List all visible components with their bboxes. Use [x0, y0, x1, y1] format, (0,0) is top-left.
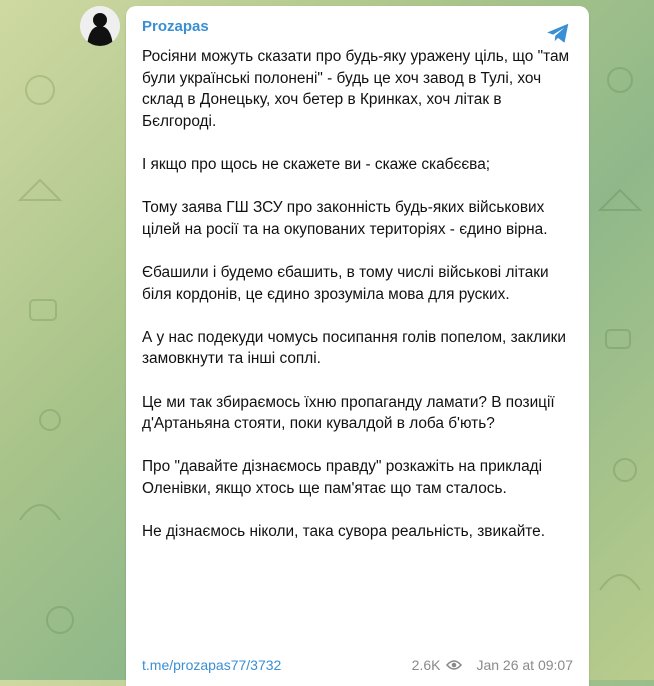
- post-text: [142, 46, 575, 543]
- post-link[interactable]: t.me/prozapas77/3732: [142, 657, 282, 673]
- post-meta: [412, 657, 573, 673]
- message-bubble: [126, 6, 589, 686]
- post-paragraph: Про "давайте дізнаємось правду" розкажіть на прикладі Оленівки, якщо хтось ще пам'ятає що там сталось.: [142, 458, 543, 497]
- avatar-silhouette-icon: [80, 6, 120, 46]
- channel-name[interactable]: Prozapas: [142, 18, 209, 35]
- post-paragraph: Росіяни можуть сказати про будь-яку уражену ціль, що "там були українські полонені" - будь це хоч завод в Тулі, хоч склад в Донецьку, хоч бетер в Кринках, хоч літак в Бєлгороді.: [142, 48, 570, 130]
- post-paragraph: А у нас подекуди чомусь посипання голів попелом, заклики замовкнути та інші соплі.: [142, 328, 567, 368]
- avatar[interactable]: [80, 6, 120, 46]
- view-count: 2.6K: [411, 657, 441, 673]
- eye-icon: [446, 659, 462, 671]
- post-paragraph: Не дізнаємось ніколи, така сувора реальність, звикайте.: [142, 523, 545, 541]
- post-paragraph: І якщо про щось не скажете ви - скаже скабєєва;: [142, 155, 491, 173]
- post-paragraph: Це ми так збираємось їхню пропаганду ламати? В позиції д'Артаньяна стояти, поки кувалдой в лоба б'ють?: [142, 393, 555, 433]
- telegram-icon[interactable]: [545, 20, 571, 46]
- post-footer: [142, 654, 573, 676]
- post-paragraph: Єбашили і будемо єбашить, в тому числі військові літаки біля кордонів, це єдино зрозуміла мова для руских.: [142, 263, 549, 303]
- post-date: Jan 26 at 09:07: [476, 657, 573, 673]
- post-paragraph: Тому заява ГШ ЗСУ про законність будь-яких військових цілей на росії та на окупованих територіях - єдино вірна.: [142, 199, 548, 238]
